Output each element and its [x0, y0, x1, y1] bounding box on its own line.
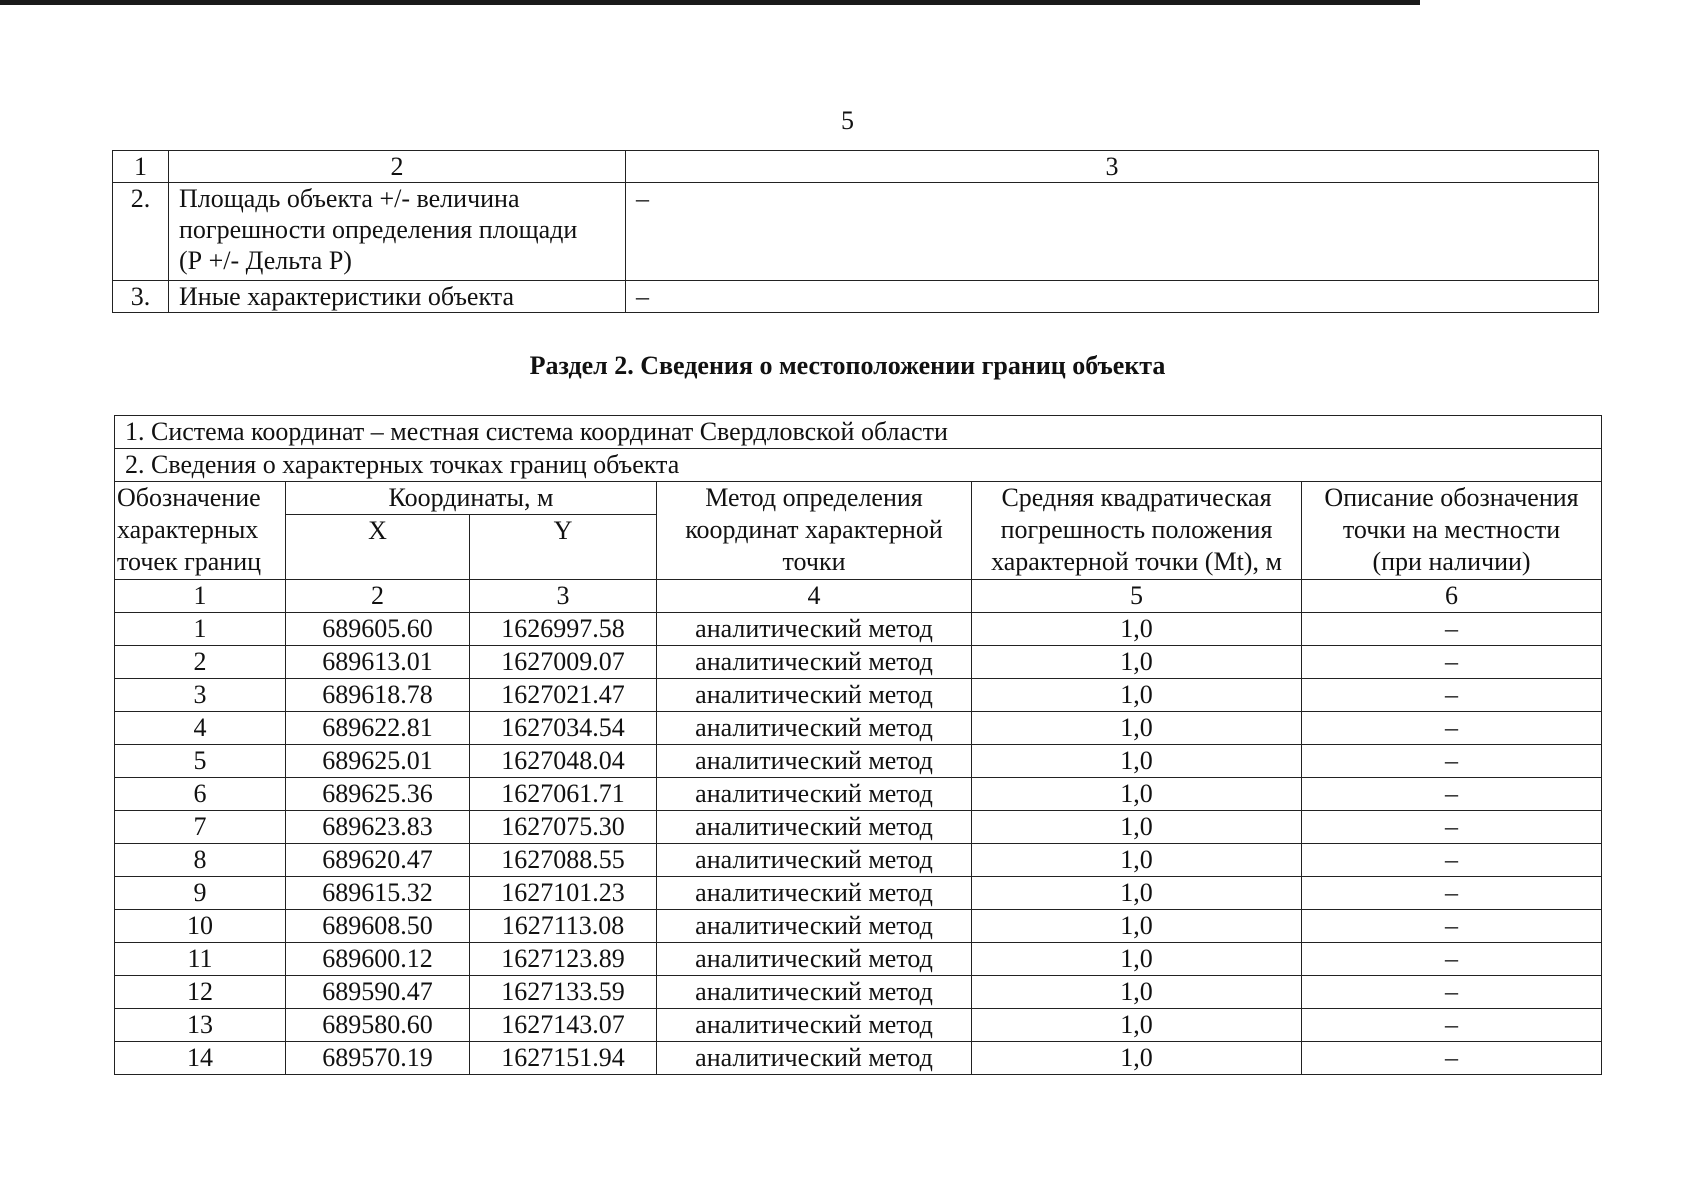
header-line: точки на местности: [1342, 515, 1561, 544]
header-coordinates: Координаты, м: [286, 482, 657, 515]
error-cell: 1,0: [972, 877, 1302, 910]
table1-header-col2: 2: [169, 151, 626, 183]
coord-y-cell: 1626997.58: [470, 613, 657, 646]
point-designation-cell: 12: [115, 976, 286, 1009]
coord-x-cell: 689618.78: [286, 679, 470, 712]
method-cell: аналитический метод: [657, 844, 972, 877]
point-designation-cell: 10: [115, 910, 286, 943]
column-number: 6: [1302, 580, 1602, 613]
description-cell: –: [1302, 745, 1602, 778]
description-cell: –: [1302, 910, 1602, 943]
points-title-text: 2. Сведения о характерных точках границ объекта: [115, 449, 1602, 482]
table-row: [115, 778, 1602, 811]
point-designation-cell: 2: [115, 646, 286, 679]
error-cell: 1,0: [972, 1009, 1302, 1042]
coord-x-cell: 689623.83: [286, 811, 470, 844]
page-number: 5: [841, 106, 854, 135]
coord-y-cell: 1627075.30: [470, 811, 657, 844]
table-row: [115, 679, 1602, 712]
header-line: характерных: [117, 515, 259, 544]
coord-system-text: 1. Система координат – местная система координат Свердловской области: [115, 416, 1602, 449]
method-cell: аналитический метод: [657, 877, 972, 910]
coord-x-cell: 689570.19: [286, 1042, 470, 1075]
header-x: X: [286, 515, 470, 580]
header-line: Средняя квадратическая: [1001, 483, 1272, 512]
coord-x-cell: 689620.47: [286, 844, 470, 877]
coord-x-cell: 689600.12: [286, 943, 470, 976]
coord-y-cell: 1627151.94: [470, 1042, 657, 1075]
table-row: [115, 613, 1602, 646]
point-designation-cell: 5: [115, 745, 286, 778]
header-line: (при наличии): [1372, 547, 1531, 576]
column-number: 3: [470, 580, 657, 613]
method-cell: аналитический метод: [657, 613, 972, 646]
column-numbers-row: [115, 580, 1602, 613]
name-line: (Р +/- Дельта Р): [179, 246, 352, 275]
header-row-1: [115, 482, 1602, 515]
method-cell: аналитический метод: [657, 1009, 972, 1042]
method-cell: аналитический метод: [657, 1042, 972, 1075]
column-number: 2: [286, 580, 470, 613]
description-cell: –: [1302, 778, 1602, 811]
point-designation-cell: 9: [115, 877, 286, 910]
point-designation-cell: 11: [115, 943, 286, 976]
error-cell: 1,0: [972, 943, 1302, 976]
point-designation-cell: 7: [115, 811, 286, 844]
coord-y-cell: 1627009.07: [470, 646, 657, 679]
table1-row-number: 3.: [113, 281, 169, 313]
point-designation-cell: 8: [115, 844, 286, 877]
description-cell: –: [1302, 613, 1602, 646]
coord-x-cell: 689625.01: [286, 745, 470, 778]
name-line: погрешности определения площади: [179, 215, 578, 244]
error-cell: 1,0: [972, 976, 1302, 1009]
table1-header-col3: 3: [626, 151, 1599, 183]
coord-y-cell: 1627113.08: [470, 910, 657, 943]
point-designation-cell: 4: [115, 712, 286, 745]
section-title: Раздел 2. Сведения о местоположении границ объекта: [529, 351, 1166, 380]
description-cell: –: [1302, 943, 1602, 976]
method-cell: аналитический метод: [657, 976, 972, 1009]
description-cell: –: [1302, 1009, 1602, 1042]
column-number: 5: [972, 580, 1302, 613]
header-description: [1302, 482, 1602, 580]
description-cell: –: [1302, 679, 1602, 712]
header-line: точки: [782, 547, 846, 576]
coord-y-cell: 1627143.07: [470, 1009, 657, 1042]
point-designation-cell: 13: [115, 1009, 286, 1042]
table1-row-other: [113, 281, 1599, 313]
description-cell: –: [1302, 712, 1602, 745]
name-line: Иные характеристики объекта: [179, 282, 514, 311]
coord-x-cell: 689613.01: [286, 646, 470, 679]
header-line: Метод определения: [705, 483, 923, 512]
top-rule: [0, 0, 1420, 5]
point-designation-cell: 14: [115, 1042, 286, 1075]
description-cell: –: [1302, 976, 1602, 1009]
table1-row-number: 2.: [113, 183, 169, 281]
error-cell: 1,0: [972, 712, 1302, 745]
method-cell: аналитический метод: [657, 679, 972, 712]
point-designation-cell: 3: [115, 679, 286, 712]
coord-x-cell: 689615.32: [286, 877, 470, 910]
header-y: Y: [470, 515, 657, 580]
method-cell: аналитический метод: [657, 910, 972, 943]
error-cell: 1,0: [972, 811, 1302, 844]
header-method: [657, 482, 972, 580]
header-line: точек границ: [117, 547, 262, 576]
error-cell: 1,0: [972, 844, 1302, 877]
coord-x-cell: 689625.36: [286, 778, 470, 811]
description-cell: –: [1302, 1042, 1602, 1075]
boundary-points-table: [114, 415, 1602, 1075]
header-line: погрешность положения: [1000, 515, 1273, 544]
header-line: Описание обозначения: [1324, 483, 1579, 512]
table1-header-col1: 1: [113, 151, 169, 183]
table-row: [115, 844, 1602, 877]
table-row: [115, 943, 1602, 976]
error-cell: 1,0: [972, 745, 1302, 778]
table-row: [115, 1042, 1602, 1075]
table-row: [115, 877, 1602, 910]
point-designation-cell: 1: [115, 613, 286, 646]
method-cell: аналитический метод: [657, 646, 972, 679]
point-designation-cell: 6: [115, 778, 286, 811]
table-row: [115, 745, 1602, 778]
description-cell: –: [1302, 811, 1602, 844]
method-cell: аналитический метод: [657, 745, 972, 778]
method-cell: аналитический метод: [657, 778, 972, 811]
error-cell: 1,0: [972, 910, 1302, 943]
object-characteristics-table: [112, 150, 1599, 313]
header-designation: [115, 482, 286, 580]
error-cell: 1,0: [972, 1042, 1302, 1075]
description-cell: –: [1302, 877, 1602, 910]
header-line: координат характерной: [685, 515, 943, 544]
table-row: [115, 976, 1602, 1009]
table1-row-value: –: [626, 281, 1599, 313]
coord-y-cell: 1627061.71: [470, 778, 657, 811]
coord-x-cell: 689608.50: [286, 910, 470, 943]
table-row: [115, 1009, 1602, 1042]
error-cell: 1,0: [972, 613, 1302, 646]
header-line: Обозначение: [117, 483, 261, 512]
coord-x-cell: 689580.60: [286, 1009, 470, 1042]
description-cell: –: [1302, 646, 1602, 679]
coord-y-cell: 1627021.47: [470, 679, 657, 712]
error-cell: 1,0: [972, 679, 1302, 712]
coord-y-cell: 1627101.23: [470, 877, 657, 910]
table-row: [115, 811, 1602, 844]
coord-system-row: [115, 416, 1602, 449]
header-error: [972, 482, 1302, 580]
table1-row-name: [169, 281, 626, 313]
table1-row-area: [113, 183, 1599, 281]
column-number: 1: [115, 580, 286, 613]
coord-y-cell: 1627034.54: [470, 712, 657, 745]
error-cell: 1,0: [972, 778, 1302, 811]
table1-header-row: [113, 151, 1599, 183]
error-cell: 1,0: [972, 646, 1302, 679]
coord-y-cell: 1627088.55: [470, 844, 657, 877]
table-row: [115, 712, 1602, 745]
coord-y-cell: 1627123.89: [470, 943, 657, 976]
points-title-row: [115, 449, 1602, 482]
table-row: [115, 646, 1602, 679]
table1-row-value: –: [626, 183, 1599, 281]
method-cell: аналитический метод: [657, 811, 972, 844]
points-body: [115, 613, 1602, 1075]
table1-row-name: [169, 183, 626, 281]
column-number: 4: [657, 580, 972, 613]
coord-x-cell: 689622.81: [286, 712, 470, 745]
description-cell: –: [1302, 844, 1602, 877]
table-row: [115, 910, 1602, 943]
coord-y-cell: 1627048.04: [470, 745, 657, 778]
method-cell: аналитический метод: [657, 943, 972, 976]
method-cell: аналитический метод: [657, 712, 972, 745]
header-line: характерной точки (Mt), м: [991, 547, 1282, 576]
coord-x-cell: 689590.47: [286, 976, 470, 1009]
coord-y-cell: 1627133.59: [470, 976, 657, 1009]
name-line: Площадь объекта +/- величина: [179, 184, 520, 213]
coord-x-cell: 689605.60: [286, 613, 470, 646]
